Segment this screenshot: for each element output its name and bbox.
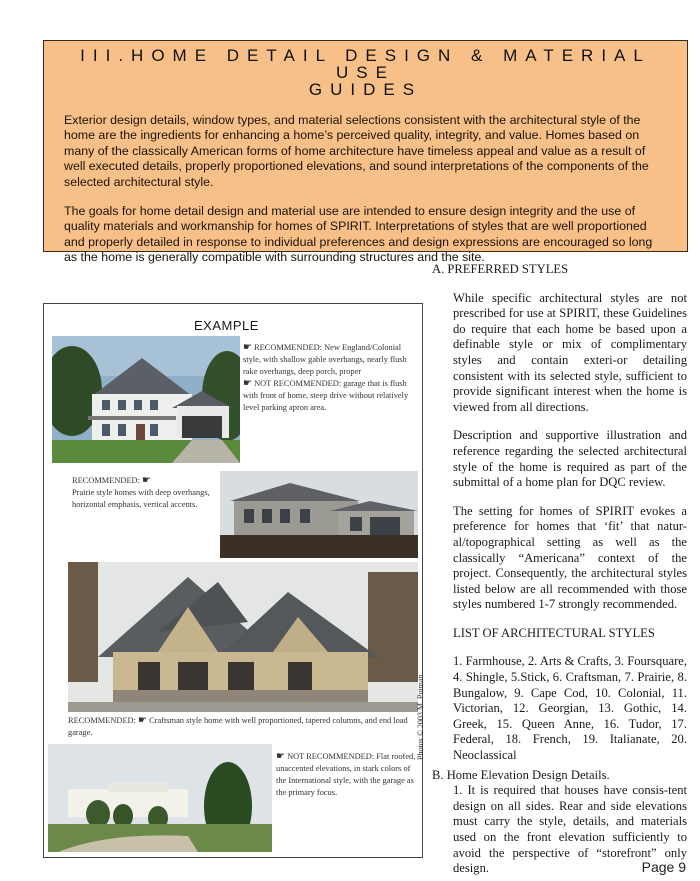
section-header-box xyxy=(43,40,688,265)
pointing-hand-icon: ☛ xyxy=(142,475,151,486)
caption-colonial: ☛ RECOMMENDED: New England/Colonial style, with shallow gable overhangs, nearly flush rake overhangs, deep porch, proper ☛ NOT RECOMMENDED: garage that is flush with front of home, steep drive without relatively level parking apron area. xyxy=(243,342,409,412)
caption-craftsman: RECOMMENDED: ☛ Craftsman style home with well proportioned, tapered columns, and end load garage. xyxy=(68,715,408,737)
photo-colonial-house xyxy=(52,336,240,463)
photo-international-house xyxy=(48,744,272,852)
caption-international: ☛ NOT RECOMMENDED: Flat roofed, unaccented elevations, in stark colors of the International style, with the garage as the primary focus. xyxy=(276,751,416,797)
section-title: III.HOME DETAIL DESIGN & MATERIAL USE GUIDES xyxy=(80,46,651,99)
photo-credit: Photos © 2003 M. Putman xyxy=(416,674,425,760)
photo-craftsman-house xyxy=(68,562,418,712)
caption-prairie: RECOMMENDED: ☛ Prairie style homes with deep overhangs, horizontal emphasis, vertical accents. xyxy=(72,475,210,509)
section-a-heading: A. PREFERRED STYLES xyxy=(432,262,569,276)
intro-paragraph-1: Exterior design details, window types, and material selections consistent with the architectural style of the home are the ingredients for enhancing a home’s perceived quality, integrity, and value. Homes based on many of the classically American forms of home architecture have timeless appeal and value as a result of well executed details, properly proportioned elevations, and sound interpretations of the components of the selected architectural style. xyxy=(64,113,649,189)
styles-list: 1. Farmhouse, 2. Arts & Crafts, 3. Foursquare, 4. Shingle, 5.Stick, 6. Craftsman, 7. Prairie, 8. Bungalow, 9. Cape Cod, 10. Colonial, 11. Victorian, 12. Georgian, 13. Gothic, 14. Greek, 15. Queen Anne, 16. Tudor, 17. Federal, 18. French, 19. Italianate, 20. Neoclassical xyxy=(453,654,688,763)
pointing-hand-icon: ☛ xyxy=(138,715,147,726)
styles-list-heading: LIST OF ARCHITECTURAL STYLES xyxy=(453,625,655,640)
section-b-heading: B. Home Elevation Design Details. xyxy=(432,767,610,782)
pointing-hand-icon: ☛ xyxy=(243,378,252,389)
styles-paragraph-1: While specific architectural styles are not prescribed for use at SPIRIT, these Guidelines do require that each home be based upon a definable style or mix of complimentary styles and contain exteri-or detailing consistent with its selected style, sufficient to provide significant interest when the home is viewed from all directions. xyxy=(453,290,687,414)
pointing-hand-icon: ☛ xyxy=(276,751,285,762)
example-label: EXAMPLE xyxy=(194,318,259,333)
page-number: Page 9 xyxy=(641,859,686,875)
styles-paragraph-2: Description and supportive illustration and reference regarding the selected architectural style of the home is required as part of the submittal of a home plan for DQC review. xyxy=(453,428,687,490)
example-photo-panel xyxy=(43,303,423,858)
preferred-styles-column xyxy=(432,262,687,877)
pointing-hand-icon: ☛ xyxy=(243,342,252,353)
intro-paragraph-2: The goals for home detail design and material use are intended to ensure design integrity and the use of quality materials and workmanship for homes of SPIRIT. Interpretations of styles that are well proportioned and properly detailed in response to individual preferences and design expressions are encouraged so long as the home is generally compatible with surrounding structures and the site. xyxy=(64,204,653,265)
elevation-paragraph-1: 1. It is required that houses have consis-tent design on all sides. Rear and side elevations must carry the style, details, and materials used on the front elevation sufficiently to avoid the perspective of “storefront” only design. xyxy=(453,783,687,876)
photo-prairie-house xyxy=(220,471,418,558)
styles-paragraph-3: The setting for homes of SPIRIT evokes a preference for homes that ‘fit’ that natur-al/topographical setting as well as the classically “Americana” context of the project. Consequently, the architectural styles listed below are all recommended with those styles numbered 1-7 strongly recommended. xyxy=(453,503,687,612)
